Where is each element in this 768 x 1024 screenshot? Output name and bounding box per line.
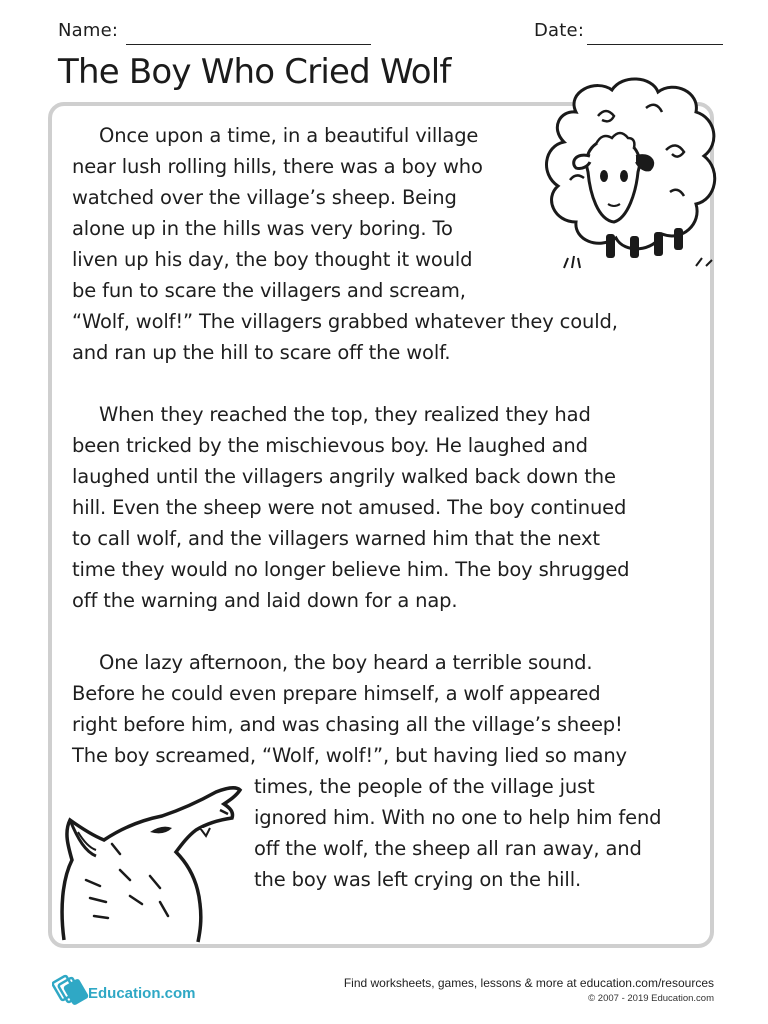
story-line: right before him, and was chasing all the village’s sheep! (72, 713, 623, 736)
footer-tagline[interactable]: Find worksheets, games, lessons & more at education.com/resources (343, 976, 714, 990)
education-logo-text[interactable]: Education.com (88, 985, 196, 1002)
wolf-illustration (50, 780, 250, 950)
story-line: alone up in the hills was very boring. To (72, 217, 453, 240)
story-line: When they reached the top, they realized they had (99, 403, 591, 426)
name-label: Name: (58, 20, 119, 41)
sheep-illustration (536, 72, 724, 282)
story-line: off the wolf, the sheep all ran away, and (254, 837, 642, 860)
footer-copyright: © 2007 - 2019 Education.com (588, 993, 714, 1004)
story-line: Before he could even prepare himself, a wolf appeared (72, 682, 601, 705)
name-blank-line[interactable] (126, 44, 371, 45)
page-title: The Boy Who Cried Wolf (58, 52, 451, 92)
story-line: and ran up the hill to scare off the wolf. (72, 341, 451, 364)
story-line: hill. Even the sheep were not amused. The boy continued (72, 496, 627, 519)
date-label: Date: (534, 20, 585, 41)
story-line: One lazy afternoon, the boy heard a terrible sound. (99, 651, 593, 674)
story-line: Once upon a time, in a beautiful village (99, 124, 479, 147)
story-line: liven up his day, the boy thought it would (72, 248, 473, 271)
worksheet-header (58, 20, 722, 48)
story-line: watched over the village’s sheep. Being (72, 186, 457, 209)
story-line: near lush rolling hills, there was a boy who (72, 155, 483, 178)
story-line: off the warning and laid down for a nap. (72, 589, 458, 612)
story-line: the boy was left crying on the hill. (254, 868, 582, 891)
story-line: “Wolf, wolf!” The villagers grabbed whatever they could, (72, 310, 618, 333)
story-line: The boy screamed, “Wolf, wolf!”, but having lied so many (72, 744, 627, 767)
story-line: time they would no longer believe him. The boy shrugged (72, 558, 630, 581)
date-blank-line[interactable] (587, 44, 723, 45)
story-line: to call wolf, and the villagers warned him that the next (72, 527, 600, 550)
story-line: times, the people of the village just (254, 775, 595, 798)
story-line: laughed until the villagers angrily walked back down the (72, 465, 616, 488)
story-line: be fun to scare the villagers and scream, (72, 279, 466, 302)
story-line: been tricked by the mischievous boy. He laughed and (72, 434, 588, 457)
story-line: ignored him. With no one to help him fend (254, 806, 662, 829)
